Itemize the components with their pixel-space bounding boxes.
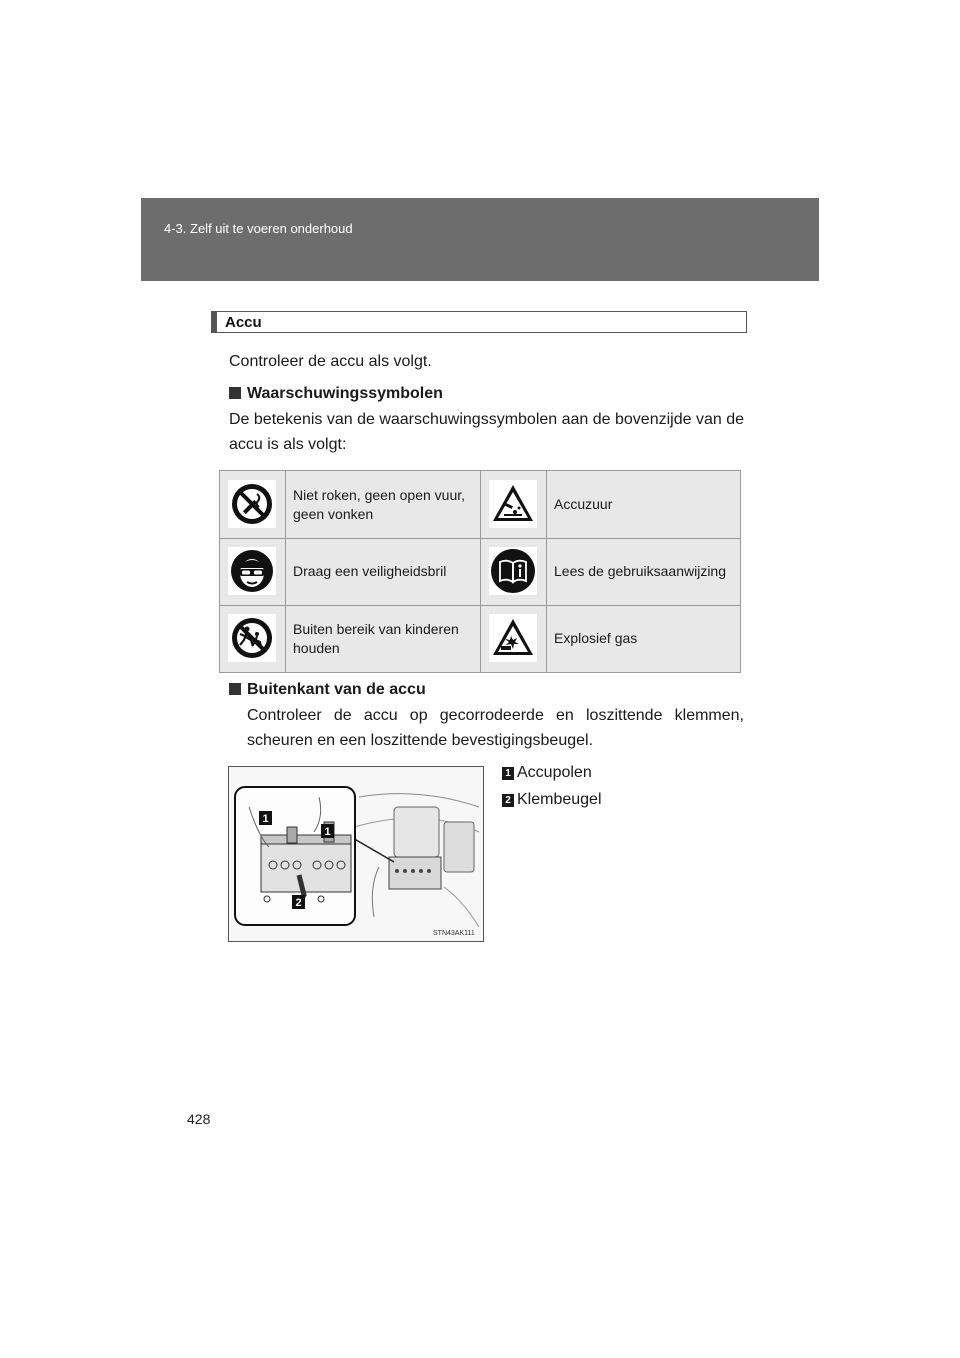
- table-row: [220, 605, 740, 672]
- no-smoking-icon: [228, 480, 276, 528]
- warning-symbols-table: [219, 470, 741, 673]
- symbol-cell: [481, 471, 547, 538]
- legend-item: [502, 764, 592, 782]
- symbol-cell: [220, 605, 286, 672]
- callout-1: 1: [262, 813, 269, 825]
- legend-item: [502, 791, 602, 809]
- symbol-label: Lees de gebruiksaanwijzing: [554, 563, 726, 579]
- table-row: [220, 538, 740, 606]
- warnings-heading-text: Waarschuwingssymbolen: [247, 385, 443, 402]
- chapter-title: 4-3. Zelf uit te voeren onderhoud: [164, 221, 353, 236]
- symbol-label: Niet roken, geen open vuur, geen vonken: [293, 486, 466, 522]
- bullet-square: [229, 683, 241, 695]
- chapter-header: [141, 198, 819, 281]
- table-row: [220, 471, 740, 539]
- legend-number-badge: 2: [502, 794, 514, 807]
- callout-1: 1: [324, 826, 331, 838]
- symbol-cell: [481, 538, 547, 605]
- battery-illustration: [228, 766, 484, 942]
- symbol-label: Accuzuur: [554, 496, 613, 512]
- symbol-label: Buiten bereik van kinderen houden: [293, 620, 459, 656]
- battery-acid-icon: [489, 480, 537, 528]
- figure-code: STN43AK111: [433, 930, 475, 937]
- read-manual-icon: [489, 547, 537, 595]
- legend-number-badge: 1: [502, 767, 514, 780]
- page-number: 428: [187, 1111, 211, 1127]
- symbol-cell: [220, 538, 286, 605]
- safety-glasses-icon: [228, 547, 276, 595]
- legend-label: Klembeugel: [517, 791, 602, 808]
- exterior-description: Controleer de accu op gecorrodeerde en loszittende klemmen, scheuren en een loszittende bevestigingsbeugel.: [247, 707, 744, 749]
- intro-text: Controleer de accu als volgt.: [229, 353, 432, 370]
- symbol-label: Explosief gas: [554, 630, 638, 646]
- warnings-heading: [229, 381, 443, 406]
- engine-bay-drawing: [229, 767, 483, 941]
- legend-label: Accupolen: [517, 764, 592, 781]
- symbol-cell: [220, 471, 286, 538]
- bullet-square: [229, 387, 241, 399]
- warnings-description: De betekenis van de waarschuwingssymbolen aan de bovenzijde van de accu is als volgt:: [229, 411, 744, 453]
- symbol-label: Draag een veiligheidsbril: [293, 563, 447, 579]
- keep-away-children-icon: [228, 614, 276, 662]
- exterior-heading: [229, 677, 426, 702]
- section-title-box: [211, 311, 747, 333]
- exterior-heading-text: Buitenkant van de accu: [247, 681, 426, 698]
- explosive-gas-icon: [489, 614, 537, 662]
- symbol-cell: [481, 605, 547, 672]
- section-title: Accu: [225, 314, 262, 331]
- callout-2: 2: [295, 897, 302, 909]
